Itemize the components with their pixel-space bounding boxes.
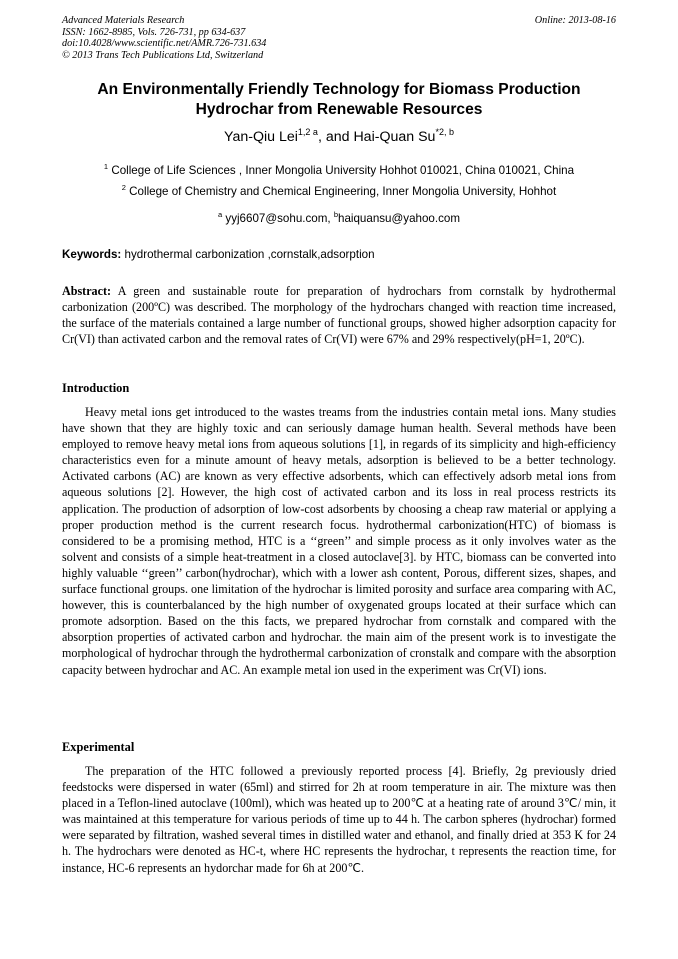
paper-title — [62, 80, 616, 119]
affiliation-1 — [62, 164, 616, 178]
affiliation-2 — [62, 185, 616, 199]
affiliation-text: College of Life Sciences , Inner Mongolia University Hohhot 010021, China 010021, China — [111, 164, 575, 177]
journal-copyright: © 2013 Trans Tech Publications Ltd, Switzerland — [62, 49, 264, 61]
email-link[interactable]: haiquansu@yahoo.com — [338, 212, 460, 225]
affiliation-mark: 1 — [103, 162, 109, 171]
journal-doi: doi:10.4028/www.scientific.net/AMR.726-731.634 — [62, 38, 267, 49]
author-name: Yan-Qiu Lei — [224, 129, 298, 145]
author-joiner: , and — [317, 129, 354, 145]
paper-title-line-2: Hydrochar from Renewable Resources — [195, 100, 483, 118]
introduction-paragraph: Heavy metal ions get introduced to the wastes treams from the industries contain metal ions. Many studies have shown that they are highly toxic and can seriously damage human health. Several methods have been employed to remove heavy metal ions from aqueous solutions [1], in regards of its simplicity and high-efficiency characteristics even for a minute amount of heavy metals, adsorption is believed to be a better technology. Activated carbons (AC) are known as very effective adsorbents, which can effectively adsorb metal ions from aqueous solutions [2]. However, the high cost of activated carbon and its loss in real process restricts its application. The production of adsorption of low-cost adsorbents by choosing a cheap raw material or applying a proper production method is the current research focus. hydrothermal carbonization(HTC) of biomass is considered to be a promising method, HTC is a ‘‘green’’ and simple process as it only involves water as the solvent and consists of a simple heat-treatment in a closed autoclave[3]. by HTC, biomass can be converted into highly valuable ‘‘green’’ carbon(hydrochar), which with a lower ash content, Porous, different sizes, shapes, and surface functional groups. one limitation of the hydrochar is limited porosity and surface area comparing with AC, however, this is counterbalanced by the high number of oxygenated groups located at their surface which can promote adsorption. Based on the this facts, we prepared hydrochar from cornstalk and compared with the absorption properties of activated carbon and hydrochar. the main aim of the present work is to investigate the morphological of hydrochar through the hydrothermal carbonization of cronstalk and compare with the absorption capacity between hydrochar and AC. An example metal ion used in the experiment was Cr(VI) ions. — [62, 405, 616, 677]
section-heading-introduction: Introduction — [62, 381, 130, 395]
journal-header — [62, 15, 616, 61]
abstract-label: Abstract: — [62, 284, 112, 298]
keywords — [62, 248, 616, 262]
section-heading-experimental: Experimental — [62, 740, 135, 754]
author-emails — [62, 212, 616, 226]
affiliation-mark: 2 — [121, 183, 126, 192]
abstract-text: A green and sustainable route for preparation of hydrochars from cornstalk by hydrothermal carbonization (200ºC) was described. The morphology of the hydrochars changed with reaction time increased, the surface of the materials contained a large number of functional groups, showed higher adsorption capacity for Cr(VI) than activated carbon and the removal rates of Cr(VI) were 67% and 29% respectively(pH=1, 20ºC). — [62, 284, 616, 347]
journal-name: Advanced Materials Research — [62, 15, 185, 26]
online-date: Online: 2013-08-16 — [534, 15, 616, 26]
abstract — [62, 283, 616, 347]
affiliation-text: College of Chemistry and Chemical Engineering, Inner Mongolia University, Hohhot — [129, 185, 557, 198]
journal-issn: ISSN: 1662-8985, Vols. 726-731, pp 634-637 — [62, 26, 246, 38]
email-mark: a — [217, 210, 223, 219]
author-list — [62, 128, 616, 146]
keywords-text: hydrothermal carbonization ,cornstalk,adsorption — [124, 248, 375, 261]
author-name: Hai-Quan Su — [353, 129, 436, 145]
keywords-label: Keywords: — [62, 248, 122, 261]
email-link[interactable]: yyj6607@sohu.com, — [225, 212, 334, 225]
author-affiliation-mark: *2, b — [435, 127, 454, 137]
author-affiliation-mark: 1,2 a — [297, 127, 318, 137]
email-mark: b — [333, 210, 338, 219]
experimental-paragraph: The preparation of the HTC followed a previously reported process [4]. Briefly, 2g previously dried feedstocks were dispersed in water (65ml) and stirred for 2h at room temperature in air. The mixture was then placed in a Teflon-lined autoclave (100ml), which was heated up to 200℃ at a heating rate of around 3℃/ min, it was maintained at this temperature for various periods of time up to 44 h. The carbon spheres (hydrochar) formed were separated by filtration, washed several times in distilled water and ethanol, and finally dried at 353 K for 24 h. The hydrochars were denoted as HC-t, where HC represents the hydrochar, t represents the reaction time, for instance, HC-6 represents an hydorchar made for 6h at 200℃. — [62, 764, 616, 875]
paper-title-line-1: An Environmentally Friendly Technology for Biomass Production — [97, 81, 581, 98]
